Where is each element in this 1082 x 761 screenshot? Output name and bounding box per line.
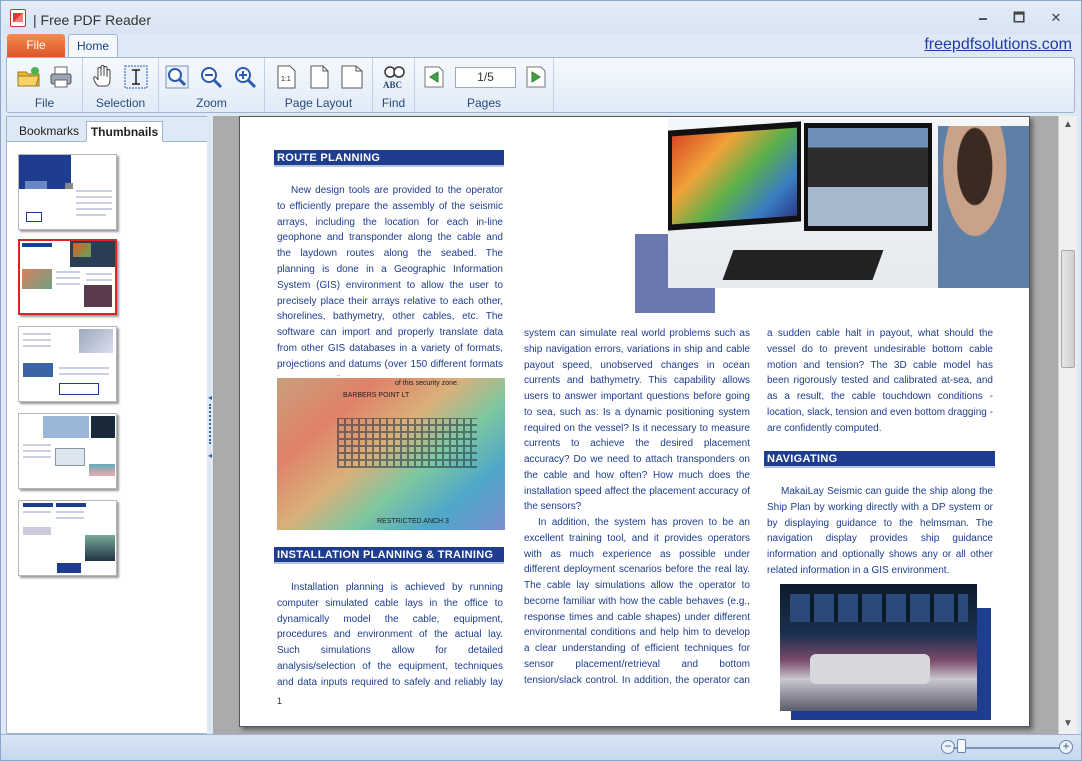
paragraph-cable-model: a sudden cable halt in payout, what should the vessel do to prevent undesirable bottom cable motion and tension? The 3D cable model has been rigorously tested and calibrated at-sea, and as a result, the cable touchdown conditions - location, slack, tension and even bottom dragging - are confidently computed. [767,328,993,434]
map-label: BARBERS POINT LT [343,392,410,399]
group-selection [83,58,159,112]
close-button[interactable]: ✕ [1050,10,1062,25]
group-label-file: File [34,96,55,110]
maximize-button[interactable]: 🗖 [1012,10,1026,25]
hand-tool-icon[interactable] [90,64,116,90]
pdf-app-icon [10,9,26,27]
scroll-up-icon[interactable]: ▲ [1063,119,1073,130]
bathymetry-map-image [277,378,505,530]
paragraph-installation-planning: Installation planning is achieved by running computer simulated cable lays in the office to dynamically model the cable, equipment, procedures and environment of the actual lay. Such simulations allow for detailed analysis/selection of the equipment, techniques and data inputs required to safely and reliably lay [277,582,503,688]
scrollbar-thumb[interactable] [1061,250,1075,368]
page-thumbnail-selected[interactable] [18,239,117,315]
document-viewer [213,116,1058,734]
page-thumbnail[interactable] [18,154,117,230]
svg-text:1:1: 1:1 [281,76,291,83]
group-zoom [159,58,265,112]
page-number-input[interactable]: 1/5 [455,67,516,88]
previous-page-icon[interactable] [421,64,447,90]
splitter-arrow-icon: ◂ [208,393,213,402]
zoom-fit-icon[interactable] [164,64,190,90]
paragraph-training-text: In addition, the system has proven to be an excellent training tool, and it provides operators with as much experience as possible under different deployment scenarios before the real lay. The cable lay simulations allow the operator to become familiar with how the cable behaves (e.g., response times and cable shapes) under different environmental conditions and help him to develop a clear understanding of efficient techniques for sensor placement/retrieval and bottom tension/slack control. In addition, the operator can [524,517,750,686]
minimize-button[interactable]: 🗕 [978,10,988,25]
svg-text:ABC: ABC [383,80,403,90]
zoom-out-button[interactable]: − [941,740,955,754]
ribbon-tab-row [1,34,1081,57]
next-page-icon[interactable] [523,64,549,90]
tab-home[interactable]: Home [68,34,118,57]
website-link[interactable]: freepdfsolutions.com [924,36,1072,53]
operator-workstation-photo [668,118,1030,288]
fit-page-icon[interactable] [306,64,332,90]
actual-size-icon[interactable] [273,64,299,90]
ribbon-toolbar [6,57,1075,113]
zoom-slider-knob[interactable] [957,739,966,753]
fit-width-icon[interactable] [339,64,365,90]
tab-file[interactable]: File [7,34,65,57]
zoom-in-button[interactable]: + [1059,740,1073,754]
paragraph-simulation-text: system can simulate real world problems such as ship navigation errors, variations in ship and cable payout speed, unobserved changes in ocean currents and bathymetry. This capability allows users to answer important questions before going to sea, such as: Is a dynamic positioning system required on the vessel? Is it necessary to measure currents to achieve the desired placement accuracy? Do we need to attach transponders on the cable and how often? How much does the installation speed affect the placement accuracy of the sensors? [524,328,750,513]
tab-thumbnails[interactable]: Thumbnails [86,121,163,142]
group-file [7,58,83,112]
vertical-scrollbar[interactable] [1058,116,1077,734]
heading-installation-planning: INSTALLATION PLANNING & TRAINING [274,547,504,564]
group-label-selection: Selection [95,96,146,110]
map-label: of this security zone. [395,380,459,387]
zoom-out-icon[interactable] [198,64,224,90]
tab-bookmarks[interactable]: Bookmarks [18,124,80,138]
group-pages [415,58,554,112]
print-icon[interactable] [48,64,74,90]
page-thumbnail[interactable] [18,500,117,576]
window-title: | Free PDF Reader [33,12,152,28]
paragraph-route-planning: New design tools are provided to the operator to efficiently prepare the assembly of the seismic arrays, including the location for each in-line geophone and transponder along the cable and the laydown routes along the seabed. The planning is done in a Geographic Information System (GIS) environment to allow the user to precisely place their arrays relative to each other, shorelines, bathymetry, other cables, etc. The software can import and properly translate data from other GIS databases in a variety of formats, projections and datums (over 150 different formats [277,185,503,370]
heading-route-planning: ROUTE PLANNING [274,150,504,167]
group-label-find: Find [381,96,406,110]
title-bar [1,1,1081,34]
heading-navigating: NAVIGATING [764,451,995,468]
splitter-arrow-icon: ◂ [208,451,213,460]
page-thumbnail[interactable] [18,413,117,489]
zoom-slider-track[interactable] [953,747,1063,749]
group-find [373,58,415,112]
page-number: 1 [277,696,283,706]
group-label-page-layout: Page Layout [284,96,353,110]
paragraph-navigating: MakaiLay Seismic can guide the ship along the Ship Plan by working directly with a DP system or by displaying guidance to the helmsman. The navigation display provides ship guidance information and optionally shows any or all other related information in a GIS environment. [767,486,993,576]
page-thumbnail[interactable] [18,326,117,402]
scroll-down-icon[interactable]: ▼ [1063,718,1073,729]
pdf-page [239,116,1030,727]
open-folder-icon[interactable] [16,64,42,90]
group-label-zoom: Zoom [196,96,227,110]
find-abc-icon[interactable] [381,64,407,90]
group-page-layout [265,58,373,112]
ship-bridge-photo [780,584,977,711]
thumbnail-sidebar [6,116,211,734]
group-label-pages: Pages [466,96,502,110]
status-bar [1,734,1081,760]
map-label: RESTRICTED ANCH 3 [377,518,449,525]
text-select-icon[interactable] [123,64,149,90]
paragraph-simulation [524,326,750,690]
zoom-in-icon[interactable] [232,64,258,90]
sidebar-tabs [7,117,210,142]
